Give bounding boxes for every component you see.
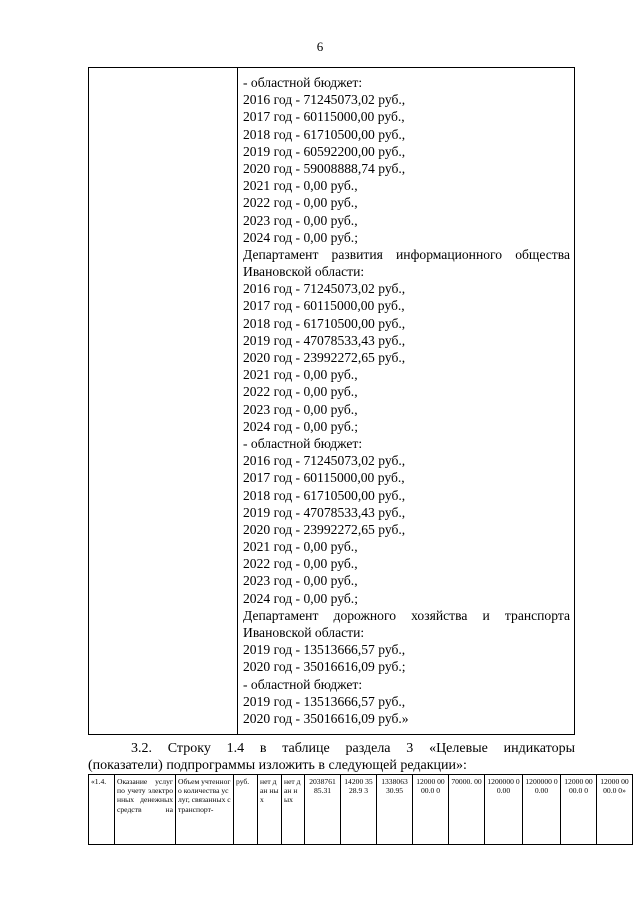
text-line: 2020 год - 23992272,65 руб., <box>243 521 406 537</box>
value-cell: нет дан ных <box>258 775 282 845</box>
text-line: 2017 год - 60115000,00 руб., <box>243 109 405 125</box>
text-line: 2020 год - 35016616,09 руб.» <box>243 710 409 726</box>
value-cell: 2038761 85.31 <box>305 775 341 845</box>
value-cell: 12000 0000.0 0» <box>597 775 633 845</box>
text-line: 2020 год - 35016616,09 руб.; <box>243 659 406 675</box>
value-cell: нет дан ных <box>282 775 305 845</box>
text-line: Ивановской области: <box>243 264 365 280</box>
text-line: 2023 год - 0,00 руб., <box>243 573 358 589</box>
text-line: 2019 год - 47078533,43 руб., <box>243 504 406 520</box>
text-line: 2019 год - 13513666,57 руб., <box>243 642 406 658</box>
row-number-cell: «1.4. <box>89 775 115 845</box>
table-row <box>89 775 633 845</box>
text-line: 2017 год - 60115000,00 руб., <box>243 298 405 314</box>
text-line: 2019 год - 47078533,43 руб., <box>243 332 406 348</box>
text-line: 2022 год - 0,00 руб., <box>243 195 358 211</box>
text-line: 2016 год - 71245073,02 руб., <box>243 92 406 108</box>
value-cell: 70000. 00 <box>449 775 485 845</box>
indicator-measure-cell: Объем учтенного количества услуг, связанных с транспорт- <box>176 775 234 845</box>
text-line: 2018 год - 61710500,00 руб., <box>243 315 406 331</box>
text-line: 2019 год - 60592200,00 руб., <box>243 143 406 159</box>
text-line: Департамент дорожного хозяйства и транспорта <box>243 607 570 623</box>
indicator-table <box>88 774 633 845</box>
funding-table-label-cell <box>89 68 238 734</box>
text-line: 2017 год - 60115000,00 руб., <box>243 470 405 486</box>
text-line: 2020 год - 59008888,74 руб., <box>243 160 406 176</box>
value-cell: 1200000 00.00 <box>485 775 523 845</box>
funding-table <box>88 67 575 735</box>
text-line: 2016 год - 71245073,02 руб., <box>243 281 406 297</box>
text-line: 2018 год - 61710500,00 руб., <box>243 487 406 503</box>
text-line: 2019 год - 13513666,57 руб., <box>243 693 406 709</box>
unit-cell: руб. <box>234 775 258 845</box>
text-line: 2024 год - 0,00 руб.; <box>243 418 358 434</box>
text-line: - областной бюджет: <box>243 435 363 451</box>
text-line: 2020 год - 23992272,65 руб., <box>243 350 406 365</box>
text-line: 2021 год - 0,00 руб., <box>243 178 358 194</box>
text-line: 2016 год - 71245073,02 руб., <box>243 453 406 469</box>
amendment-paragraph-line-1: 3.2. Строку 1.4 в таблице раздела 3 «Целевые индикаторы <box>131 741 575 756</box>
text-line: 2023 год - 0,00 руб., <box>243 212 358 228</box>
text-line: - областной бюджет: <box>243 75 363 90</box>
text-line: 2018 год - 61710500,00 руб., <box>243 126 406 142</box>
text-line: 2021 год - 0,00 руб., <box>243 367 358 383</box>
text-line: Департамент развития информационного общества <box>243 246 570 262</box>
value-cell: 14200 3528.9 3 <box>341 775 377 845</box>
text-line: 2023 год - 0,00 руб., <box>243 401 358 417</box>
page-number: 6 <box>316 39 324 54</box>
value-cell: 12000 0000.0 0 <box>561 775 597 845</box>
text-line: 2021 год - 0,00 руб., <box>243 539 358 555</box>
value-cell: 1338063 30.95 <box>377 775 413 845</box>
value-cell: 1200000 00.00 <box>523 775 561 845</box>
text-line: 2022 год - 0,00 руб., <box>243 556 358 572</box>
funding-table-content-cell <box>243 74 570 727</box>
value-cell: 12000 0000.0 0 <box>413 775 449 845</box>
text-line: - областной бюджет: <box>243 676 363 692</box>
text-line: 2024 год - 0,00 руб.; <box>243 590 358 606</box>
indicator-name-cell: Оказание услуг по учету электронных денежных средств на <box>115 775 176 845</box>
text-line: 2022 год - 0,00 руб., <box>243 384 358 400</box>
text-line: Ивановской области: <box>243 625 365 640</box>
text-line: 2024 год - 0,00 руб.; <box>243 229 358 245</box>
amendment-paragraph-line-2: (показатели) подпрограммы изложить в следующей редакции»: <box>88 758 467 773</box>
